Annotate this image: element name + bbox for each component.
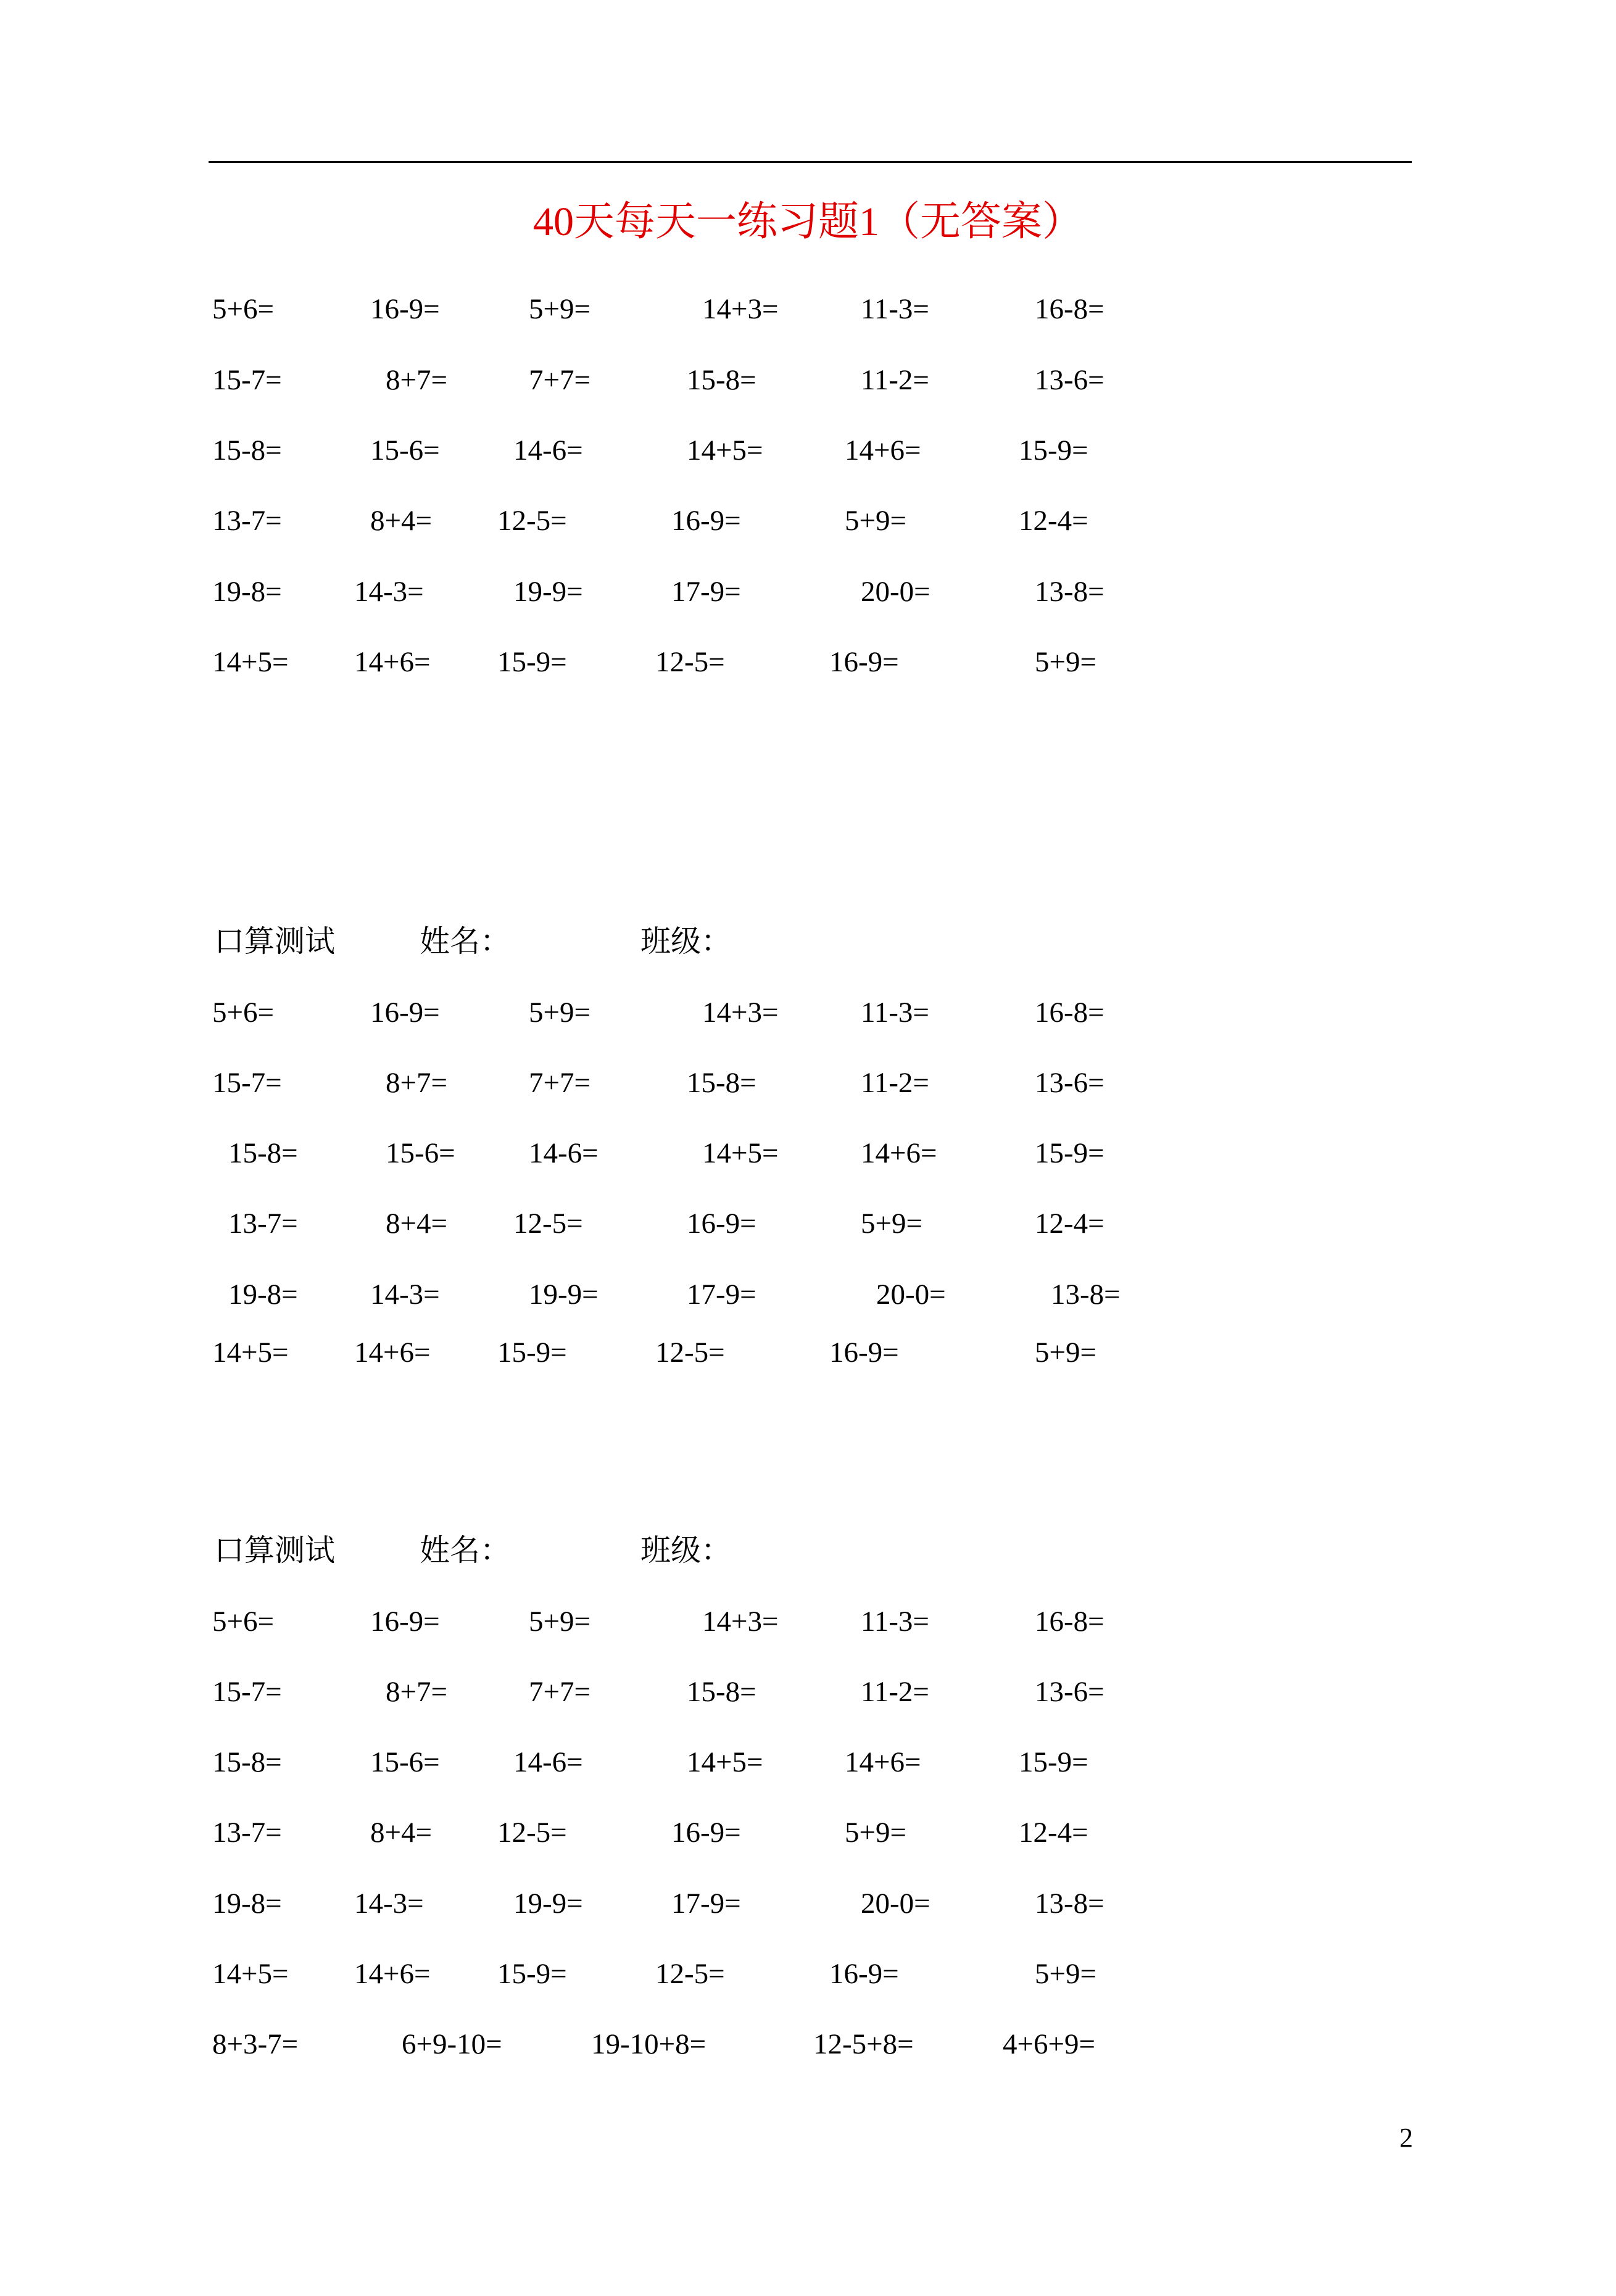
- problem: 12-5=: [655, 1958, 725, 1990]
- problem-row: [0, 570, 1616, 613]
- problem-row: [0, 358, 1616, 402]
- class-label: 班级：: [640, 924, 732, 958]
- problem: 8+3-7=: [212, 2028, 299, 2060]
- problem-row: [0, 288, 1616, 331]
- problem: 15-6=: [370, 1746, 440, 1778]
- problem: 16-9=: [370, 997, 440, 1029]
- problem: 14+5=: [687, 1746, 763, 1778]
- problem: 14+3=: [702, 997, 779, 1029]
- problem: 16-8=: [1035, 1606, 1104, 1638]
- page-number: 2: [1399, 2123, 1413, 2153]
- problem: 14-6=: [513, 434, 583, 466]
- problem: 12-4=: [1019, 505, 1088, 537]
- problem-row: [0, 1882, 1616, 1925]
- problem: 7+7=: [529, 1067, 591, 1099]
- problem: 16-9=: [370, 293, 440, 325]
- problem: 16-9=: [671, 1817, 741, 1849]
- problem: 5+9=: [1035, 1958, 1097, 1990]
- problem: 19-8=: [212, 576, 282, 608]
- problem-row: [0, 429, 1616, 472]
- problem: 14+5=: [687, 434, 763, 466]
- problem: 12-4=: [1019, 1817, 1088, 1849]
- problem: 8+7=: [386, 1067, 448, 1099]
- problem: 15-8=: [228, 1137, 298, 1169]
- problem: 16-9=: [829, 1337, 899, 1369]
- problem: 12-5=: [513, 1208, 583, 1240]
- problem: 5+9=: [529, 293, 591, 325]
- problem-row: [0, 1600, 1616, 1643]
- problem: 5+9=: [845, 1817, 907, 1849]
- header-rule: [209, 161, 1412, 163]
- problem: 14+6=: [845, 434, 921, 466]
- problem: 15-7=: [212, 364, 282, 396]
- problem: 17-9=: [687, 1279, 756, 1311]
- problem: 4+6+9=: [1003, 2028, 1096, 2060]
- problem: 12-5=: [655, 1337, 725, 1369]
- problem: 14+6=: [861, 1137, 937, 1169]
- problem: 15-6=: [370, 434, 440, 466]
- problem: 13-7=: [212, 505, 282, 537]
- name-label: 姓名：: [420, 924, 511, 958]
- problem: 5+6=: [212, 293, 275, 325]
- problem: 13-6=: [1035, 364, 1104, 396]
- problem: 15-6=: [386, 1137, 455, 1169]
- problem-row: [0, 1202, 1616, 1245]
- problem-row: [0, 991, 1616, 1034]
- problem-row: [0, 1952, 1616, 1996]
- problem: 15-8=: [687, 364, 756, 396]
- class-label: 班级：: [640, 1533, 732, 1567]
- problem: 15-9=: [497, 1958, 567, 1990]
- problem: 14+6=: [845, 1746, 921, 1778]
- problem: 15-8=: [687, 1676, 756, 1708]
- problem: 19-9=: [513, 1888, 583, 1920]
- problem: 8+7=: [386, 364, 448, 396]
- problem: 13-8=: [1035, 1888, 1104, 1920]
- problem: 13-7=: [212, 1817, 282, 1849]
- problem: 20-0=: [861, 576, 930, 608]
- problem: 14+6=: [354, 1958, 431, 1990]
- problem: 13-7=: [228, 1208, 298, 1240]
- problem: 8+4=: [370, 1817, 433, 1849]
- problem: 11-2=: [861, 364, 929, 396]
- problem: 14-3=: [370, 1279, 440, 1311]
- problem: 12-5=: [497, 1817, 567, 1849]
- problem: 11-2=: [861, 1067, 929, 1099]
- problem: 15-9=: [1035, 1137, 1104, 1169]
- problem-row: [0, 1741, 1616, 1784]
- problem: 17-9=: [671, 1888, 741, 1920]
- problem: 20-0=: [876, 1279, 946, 1311]
- problem: 11-3=: [861, 997, 929, 1029]
- problem: 5+9=: [529, 997, 591, 1029]
- problem: 16-9=: [687, 1208, 756, 1240]
- problem: 5+9=: [845, 505, 907, 537]
- problem-row: [0, 1811, 1616, 1854]
- problem: 5+9=: [1035, 646, 1097, 678]
- problem-row: [0, 640, 1616, 684]
- problem: 13-8=: [1035, 576, 1104, 608]
- problem-row: [0, 2023, 1616, 2066]
- problem: 14+6=: [354, 646, 431, 678]
- problem: 8+4=: [370, 505, 433, 537]
- problem: 15-9=: [1019, 434, 1088, 466]
- problem: 20-0=: [861, 1888, 930, 1920]
- problem: 15-7=: [212, 1676, 282, 1708]
- problem: 15-9=: [497, 1337, 567, 1369]
- test-header: [0, 920, 1616, 963]
- problem-row: [0, 1670, 1616, 1714]
- problem: 12-5=: [655, 646, 725, 678]
- problem: 14-3=: [354, 1888, 424, 1920]
- problem: 15-9=: [1019, 1746, 1088, 1778]
- page-title: 40天每天一练习题1（无答案）: [533, 199, 1083, 244]
- problem: 15-8=: [212, 1746, 282, 1778]
- problem: 11-2=: [861, 1676, 929, 1708]
- problem: 16-9=: [829, 646, 899, 678]
- problem: 14+3=: [702, 1606, 779, 1638]
- problem: 14+5=: [212, 1958, 289, 1990]
- problem: 13-8=: [1051, 1279, 1121, 1311]
- problem: 12-4=: [1035, 1208, 1104, 1240]
- test-label: 口算测试: [214, 1533, 336, 1567]
- problem: 16-9=: [671, 505, 741, 537]
- problem: 17-9=: [671, 576, 741, 608]
- problem: 8+4=: [386, 1208, 448, 1240]
- problem: 13-6=: [1035, 1676, 1104, 1708]
- problem: 15-9=: [497, 646, 567, 678]
- problem: 11-3=: [861, 293, 929, 325]
- problem-row: [0, 1132, 1616, 1175]
- test-label: 口算测试: [214, 924, 336, 958]
- name-label: 姓名：: [420, 1533, 511, 1567]
- problem: 14+3=: [702, 293, 779, 325]
- problem-row: [0, 1061, 1616, 1104]
- problem: 14+5=: [702, 1137, 779, 1169]
- problem: 5+9=: [1035, 1337, 1097, 1369]
- problem-row: [0, 499, 1616, 542]
- problem: 19-8=: [228, 1279, 298, 1311]
- problem: 15-8=: [212, 434, 282, 466]
- problem: 14-6=: [513, 1746, 583, 1778]
- problem: 14+5=: [212, 1337, 289, 1369]
- problem: 5+9=: [861, 1208, 923, 1240]
- problem: 15-7=: [212, 1067, 282, 1099]
- problem: 6+9-10=: [402, 2028, 502, 2060]
- problem: 19-8=: [212, 1888, 282, 1920]
- problem: 14+5=: [212, 646, 289, 678]
- problem: 16-8=: [1035, 997, 1104, 1029]
- problem: 16-9=: [370, 1606, 440, 1638]
- problem: 14+6=: [354, 1337, 431, 1369]
- problem: 19-10+8=: [591, 2028, 706, 2060]
- problem: 7+7=: [529, 1676, 591, 1708]
- problem: 5+6=: [212, 1606, 275, 1638]
- problem: 5+9=: [529, 1606, 591, 1638]
- problem: 14-3=: [354, 576, 424, 608]
- problem: 12-5+8=: [813, 2028, 914, 2060]
- problem: 14-6=: [529, 1137, 599, 1169]
- problem: 12-5=: [497, 505, 567, 537]
- problem-row: [0, 1273, 1616, 1316]
- problem: 13-6=: [1035, 1067, 1104, 1099]
- problem: 19-9=: [513, 576, 583, 608]
- test-header: [0, 1529, 1616, 1572]
- problem: 7+7=: [529, 364, 591, 396]
- problem: 11-3=: [861, 1606, 929, 1638]
- problem: 15-8=: [687, 1067, 756, 1099]
- problem: 5+6=: [212, 997, 275, 1029]
- problem: 8+7=: [386, 1676, 448, 1708]
- problem: 16-8=: [1035, 293, 1104, 325]
- problem: 16-9=: [829, 1958, 899, 1990]
- problem-row: [0, 1331, 1616, 1374]
- problem: 19-9=: [529, 1279, 599, 1311]
